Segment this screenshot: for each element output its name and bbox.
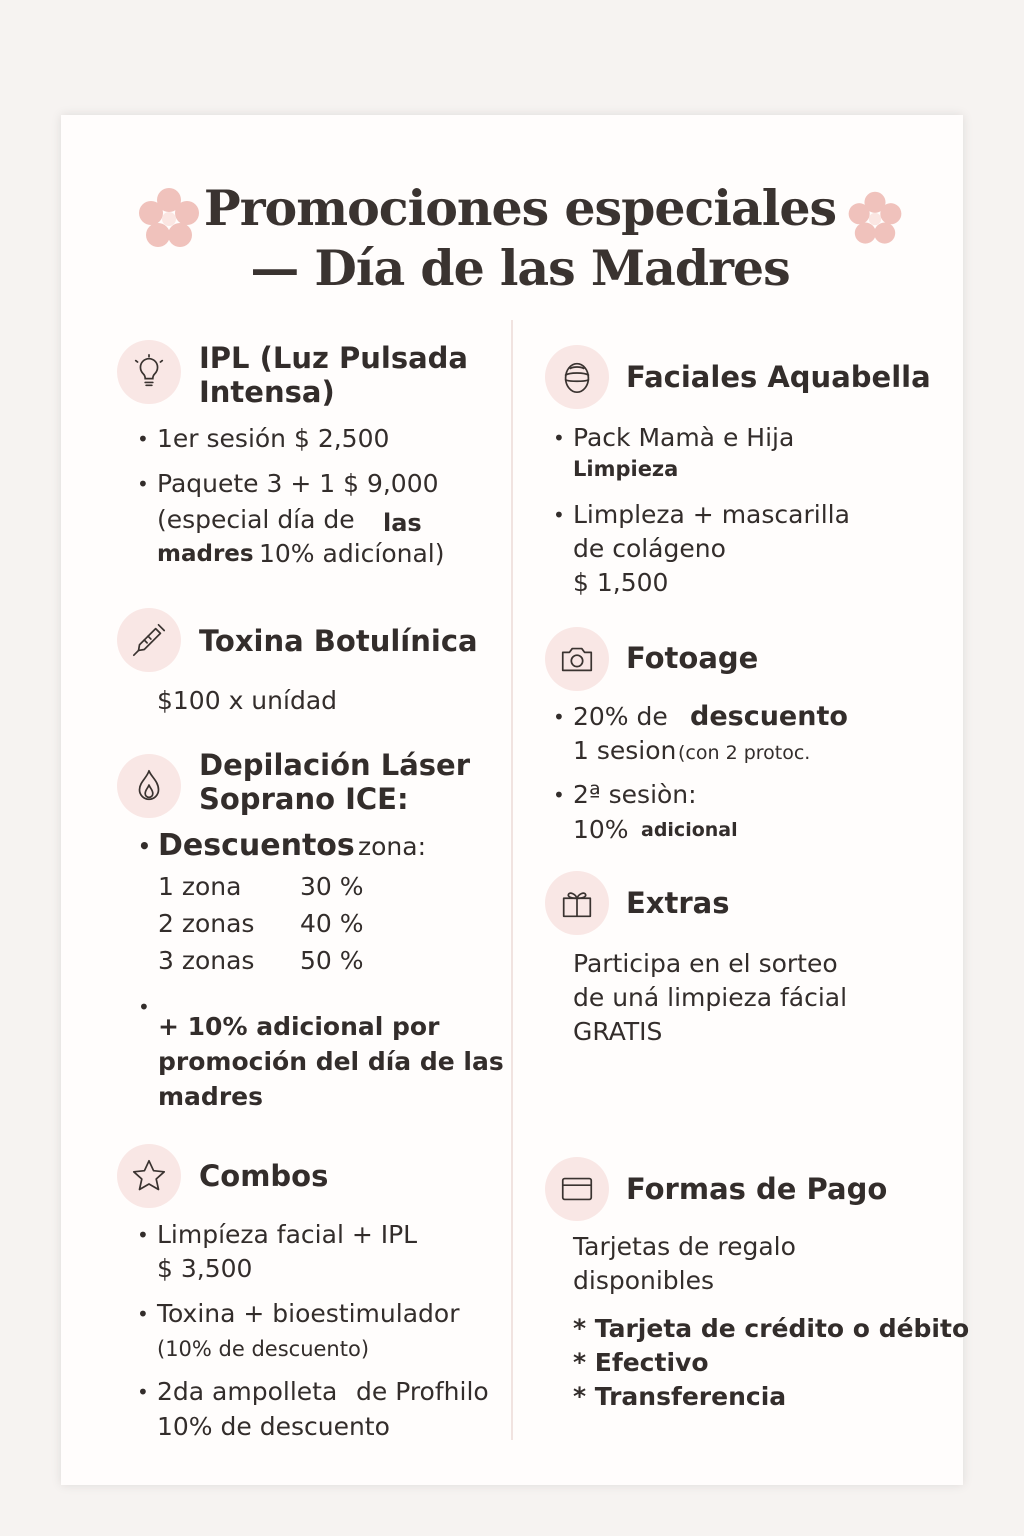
title-line-2: — Día de las Madres	[250, 239, 790, 297]
star-icon	[117, 1144, 181, 1208]
faciales-item-1-line-2: Limpieza	[573, 457, 679, 481]
zona-row-2-label: 2 zonas	[158, 909, 255, 938]
zona-row-3-label: 3 zonas	[158, 946, 255, 975]
depilacion-extra-line-1: + 10% adicional por	[158, 1012, 440, 1041]
flame-icon	[117, 754, 181, 818]
combos-heading: Combos	[199, 1159, 329, 1193]
fotoage-item-1b: descuento	[690, 701, 848, 732]
fotoage-item-1-line-2a: 1 sesion	[573, 736, 677, 765]
title-line-1: Promociones especiales	[203, 179, 837, 237]
extras-line-2: de uná limpieza fácial	[573, 983, 848, 1012]
zona-row-1-pct: 30 %	[300, 872, 364, 901]
gift-icon	[545, 871, 609, 935]
depilacion-heading-line-2: Soprano ICE:	[199, 782, 409, 816]
extras-line-3: GRATIS	[573, 1017, 663, 1046]
fotoage-item-1a: • 20% de	[573, 700, 668, 734]
syringe-icon	[117, 608, 181, 672]
fotoage-item-1-line-2b: (con 2 protoc.	[678, 742, 811, 764]
faciales-heading: Faciales Aquabella	[626, 360, 931, 394]
faciales-item-1: • Pack Mamà e Hija	[573, 421, 794, 455]
page-title	[170, 178, 870, 298]
faciales-item-2-price: $ 1,500	[573, 568, 669, 597]
pago-heading: Formas de Pago	[626, 1172, 888, 1206]
ipl-heading-line-2: Intensa)	[199, 375, 335, 409]
zona-row-3-pct: 50 %	[300, 946, 364, 975]
combos-item-2-note: (10% de descuento)	[157, 1337, 370, 1361]
ipl-item-2-line-2a: (especial día de	[157, 505, 355, 534]
zona-row-1-label: 1 zona	[158, 872, 242, 901]
combos-item-3b: de Profhilo	[356, 1377, 489, 1406]
toxina-heading: Toxina Botulínica	[199, 624, 478, 658]
fotoage-item-2: • 2ª sesiòn:	[573, 778, 697, 812]
ipl-item-2-line-3b: 10% adicíonal)	[259, 539, 445, 568]
column-divider	[511, 320, 513, 1440]
fotoage-heading: Fotoage	[626, 641, 759, 675]
pago-method-1: * Tarjeta de crédito o débito	[573, 1314, 970, 1343]
zona-label: zona:	[358, 832, 427, 861]
pago-method-3: * Transferencia	[573, 1382, 787, 1411]
face-mask-icon	[545, 345, 609, 409]
faciales-item-2-line-2: de colágeno	[573, 534, 726, 563]
ipl-item-1: • 1er sesión $ 2,500	[157, 422, 389, 456]
ipl-item-2-line-2b: las	[383, 509, 422, 537]
depilacion-heading-line-1: Depilación Láser	[199, 748, 471, 782]
combos-item-1-price: $ 3,500	[157, 1254, 253, 1283]
toxina-price: $100 x unídad	[157, 686, 338, 715]
faciales-item-2: • Limpleza + mascarilla	[573, 498, 850, 532]
pago-line-2: disponibles	[573, 1266, 715, 1295]
pago-method-2: * Efectivo	[573, 1348, 709, 1377]
depilacion-extra-line-3: madres	[158, 1082, 263, 1111]
extras-heading: Extras	[626, 886, 730, 920]
combos-item-3-line-2: 10% de descuento	[157, 1412, 390, 1441]
ipl-item-2: • Paquete 3 + 1 $ 9,000	[157, 467, 439, 501]
depilacion-extra-line-2: promoción del día de las	[158, 1047, 504, 1076]
ipl-heading-line-1: IPL (Luz Pulsada	[199, 341, 468, 375]
fotoage-item-2-line-2b: adicional	[641, 819, 738, 841]
combos-item-3a: • 2da ampolleta	[157, 1375, 337, 1409]
zona-row-2-pct: 40 %	[300, 909, 364, 938]
fotoage-item-2-line-2a: 10%	[573, 815, 629, 844]
descuentos-label: • Descuentos	[158, 829, 355, 863]
combos-item-2: • Toxina + bioestimulador	[157, 1297, 459, 1331]
lightbulb-icon	[117, 340, 181, 404]
pago-line-1: Tarjetas de regalo	[573, 1232, 796, 1261]
credit-card-icon	[545, 1157, 609, 1221]
ipl-item-2-line-3a: madres	[157, 541, 254, 567]
camera-icon	[545, 627, 609, 691]
combos-item-1: • Limpíeza facial + IPL	[157, 1218, 417, 1252]
extras-line-1: Participa en el sorteo	[573, 949, 838, 978]
